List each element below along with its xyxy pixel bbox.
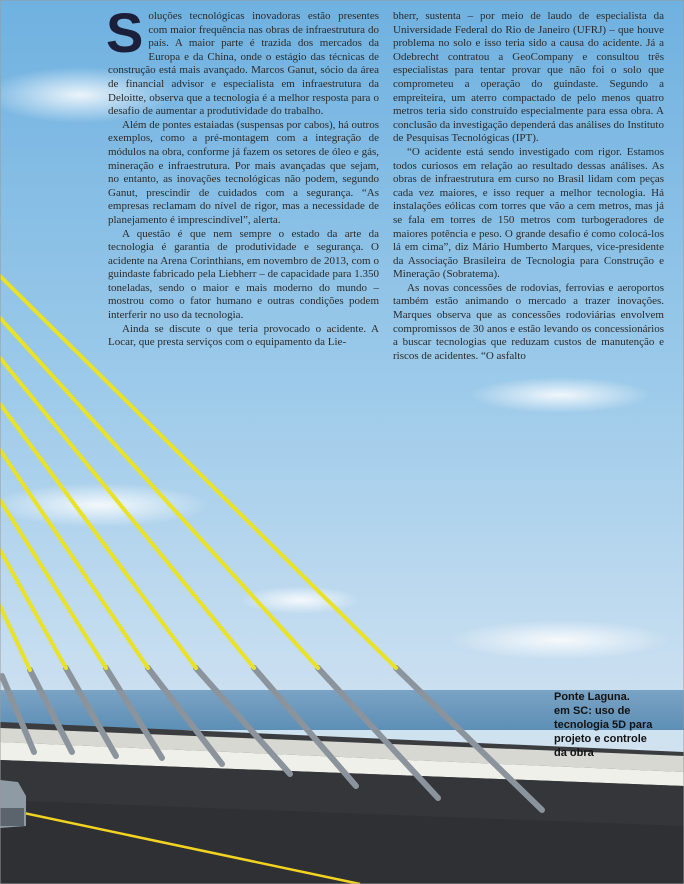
article-column-2: [393, 10, 664, 390]
paragraph: As novas concessões de rodovias, ferrovias e aeroportos também estão animando o mercado a trazer inovações. Marques observa que as concessões rodoviárias envolvem compromissos de 30 anos e estão levando os concessionários a buscar tecnologias que reduzam custos de manutenção e riscos de acidentes. “O asfalto: [393, 281, 664, 362]
caption-title: Ponte Laguna.: [554, 691, 630, 703]
paragraph: A questão é que nem sempre o estado da arte da tecnologia é garantia de produtividade e segurança. O acidente na Arena Corinthians, em novembro de 2013, com o guindaste fabricado pela Liebherr – de capacidade para 1.350 toneladas, sendo o maior e mais moderno do mundo – mostrou como o fator humano e outras condições podem interferir no uso da tecnologia.: [108, 227, 379, 322]
photo-caption: [554, 690, 654, 760]
paragraph: Além de pontes estaiadas (suspensas por cabos), há outros exemplos, como a pré-montagem com a integração de módulos na obra, conforme já fazem os setores de óleo e gás, mineração e infraestrutura. Por mais avançadas que sejam, no entanto, as inovações tecnológicas não podem, segundo Ganut, prescindir de cuidados com a segurança. “As empresas reclamam do nível de rigor, mas a necessidade de planejamento é imprescindível”, alerta.: [108, 118, 379, 226]
paragraph: “O acidente está sendo investigado com rigor. Estamos todos curiosos em relação ao resultado dessas análises. As obras de infraestrutura em curso no Brasil lidam com peças cada vez maiores, e isso requer a melhor tecnologia. Há instalações eólicas com torres que vão a cem metros, mas já se fala em torres de 150 metros com turbogeradores de maiores potência e peso. O grande desafio é como colocá-los lá em cima”, diz Mário Humberto Marques, vice-presidente da Associação Brasileira de Tecnologia para Construção e Mineração (Sobratema).: [393, 145, 664, 281]
paragraph: Ainda se discute o que teria provocado o acidente. A Locar, que presta serviços com o equipamento da Lie-: [108, 322, 379, 349]
article-text: [106, 1, 664, 390]
caption-text: em SC: uso de tecnologia 5D para projeto e controle da obra: [554, 705, 653, 759]
drop-cap: S: [106, 1, 144, 64]
paragraph-text: oluções tecnológicas inovadoras estão presentes com maior frequência nas obras de infraestrutura do país. A maior parte é trazida dos mercados da Europa e da China, onde o estágio das técnicas de construção está mais avançado. Marcos Ganut, sócio da área de financial advisor e especialista em infraestrutura da Deloitte, observa que a tecnologia é a melhor resposta para o desafio de aumentar a produtividade do trabalho.: [108, 10, 379, 118]
paragraph: bherr, sustenta – por meio de laudo de especialista da Universidade Federal do Rio de Janeiro (UFRJ) – que houve problema no solo e isso teria sido a causa do acidente. Já a Odebrecht contratou a GeoCompany e consultou três especialistas para tentar provar que não foi o solo que comprometeu a operação do guindaste. Segundo a empreiteira, um aterro compactado de pelo menos quatro metros teria sido construído especialmente para essa obra. A conclusão da investigação dependerá das análises do Instituto de Pesquisas Tecnológicas (IPT).: [393, 10, 664, 145]
article-column-1: [106, 1, 379, 390]
paragraph: [106, 1, 379, 119]
